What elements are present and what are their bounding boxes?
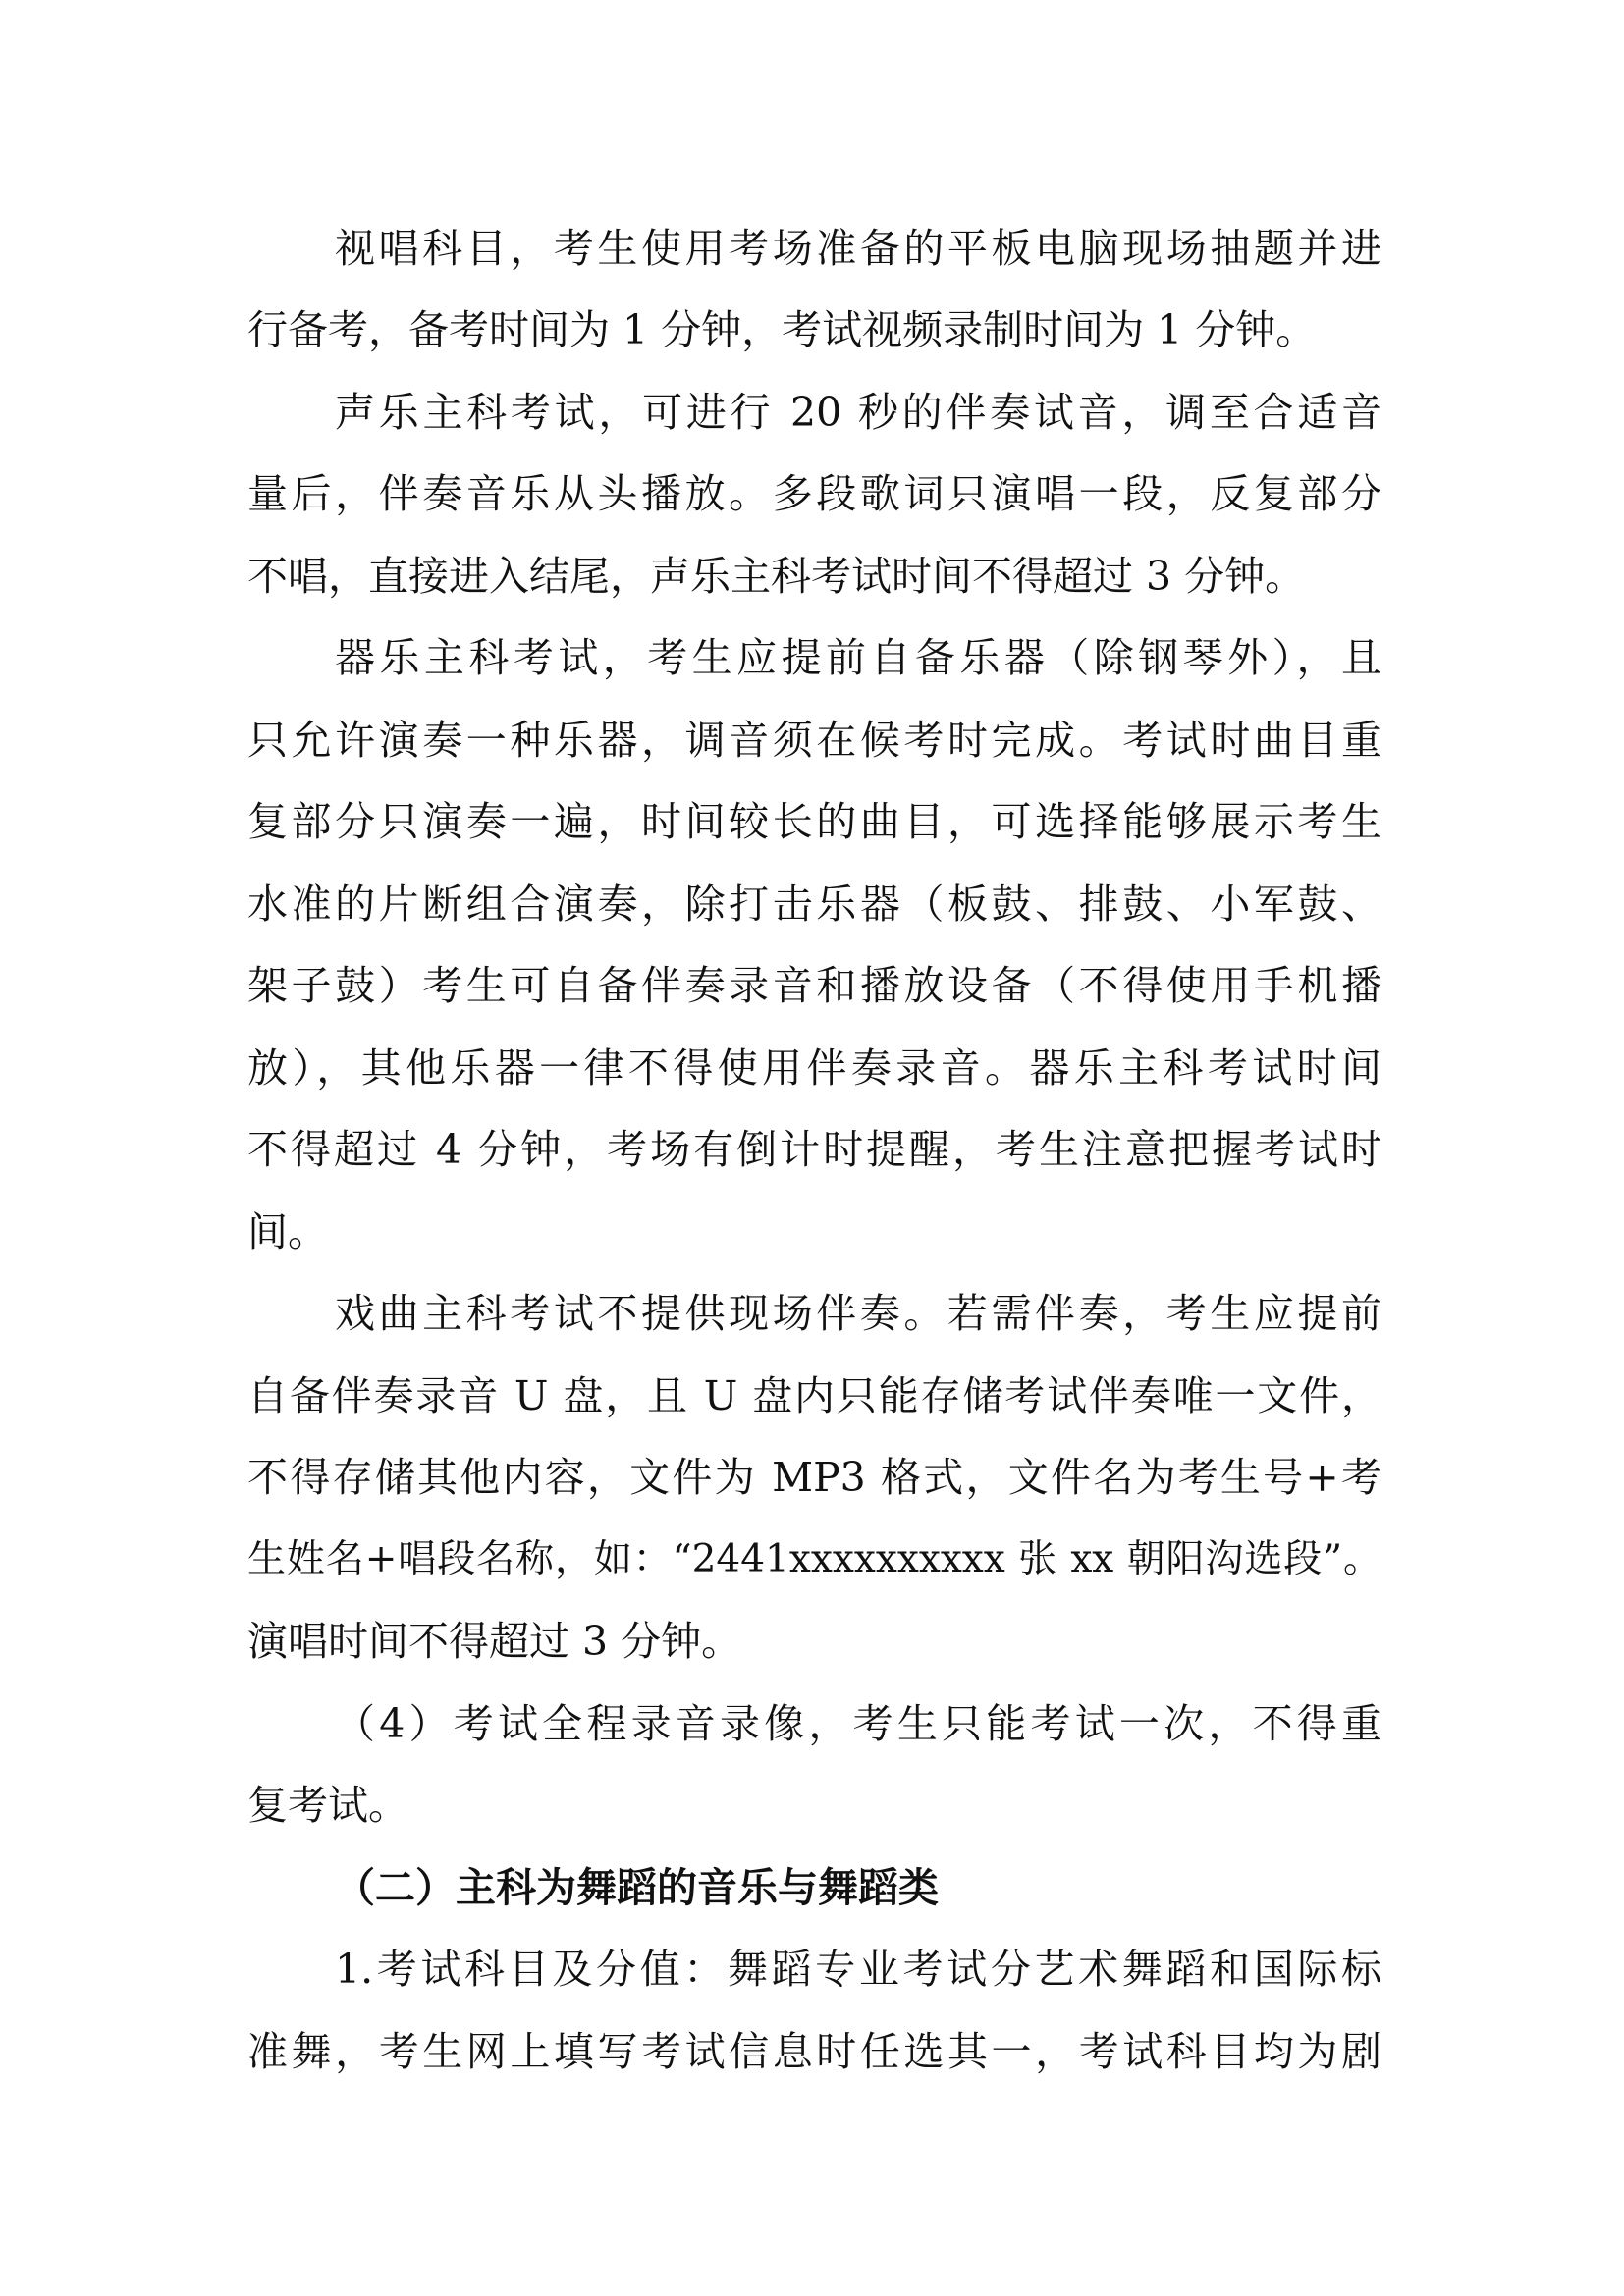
text-line bbox=[0, 1519, 1624, 1601]
text-line bbox=[0, 1191, 1624, 1273]
text-line bbox=[0, 1682, 1624, 1765]
text-line-content: 演唱时间不得超过 3 分钟。 bbox=[247, 1618, 742, 1665]
text-line-content: 器乐主科考试，考生应提前自备乐器（除钢琴外），且 bbox=[335, 634, 1381, 681]
text-line bbox=[0, 863, 1624, 945]
text-line-content: 视唱科目，考生使用考场准备的平板电脑现场抽题并进 bbox=[335, 225, 1381, 272]
text-line bbox=[0, 371, 1624, 454]
text-line bbox=[0, 453, 1624, 535]
text-line bbox=[0, 535, 1624, 617]
text-line bbox=[0, 207, 1624, 290]
text-line-content: 自备伴奏录音 U 盘，且 U 盘内只能存储考试伴奏唯一文件， bbox=[247, 1372, 1381, 1419]
text-line bbox=[0, 699, 1624, 781]
text-line bbox=[0, 1764, 1624, 1846]
section-heading bbox=[0, 1846, 1624, 1929]
text-line-content: 行备考，备考时间为 1 分钟，考试视频录制时间为 1 分钟。 bbox=[247, 306, 1317, 353]
text-line-content: 1.考试科目及分值：舞蹈专业考试分艺术舞蹈和国际标 bbox=[335, 1946, 1381, 1993]
text-line-content: 架子鼓）考生可自备伴奏录音和播放设备（不得使用手机播 bbox=[247, 962, 1381, 1009]
text-line-content: 量后，伴奏音乐从头播放。多段歌词只演唱一段，反复部分 bbox=[247, 470, 1381, 517]
text-line-content: 不得超过 4 分钟，考场有倒计时提醒，考生注意把握考试时 bbox=[247, 1126, 1381, 1173]
text-line bbox=[0, 1355, 1624, 1437]
text-line-content: 生姓名+唱段名称，如：“2441xxxxxxxxxx 张 xx 朝阳沟选段”。 bbox=[247, 1537, 1381, 1581]
text-line bbox=[0, 1436, 1624, 1519]
text-line bbox=[0, 1027, 1624, 1109]
text-line-content: 不唱，直接进入结尾，声乐主科考试时间不得超过 3 分钟。 bbox=[247, 553, 1306, 600]
text-line-content: 复考试。 bbox=[247, 1782, 408, 1829]
text-line-content: 不得存储其他内容，文件为 MP3 格式，文件名为考生号+考 bbox=[247, 1454, 1381, 1501]
text-line bbox=[0, 289, 1624, 371]
text-line bbox=[0, 1600, 1624, 1682]
text-line bbox=[0, 780, 1624, 863]
text-line-content: 声乐主科考试，可进行 20 秒的伴奏试音，调至合适音 bbox=[335, 389, 1381, 436]
text-line-content: 复部分只演奏一遍，时间较长的曲目，可选择能够展示考生 bbox=[247, 798, 1381, 845]
text-line-content: 准舞，考生网上填写考试信息时任选其一，考试科目均为剧 bbox=[247, 2028, 1381, 2075]
section-heading-text: （二）主科为舞蹈的音乐与舞蹈类 bbox=[335, 1864, 939, 1911]
text-line bbox=[0, 1108, 1624, 1191]
text-line-content: 间。 bbox=[247, 1208, 328, 1255]
text-line-content: （4）考试全程录音录像，考生只能考试一次，不得重 bbox=[335, 1700, 1381, 1747]
text-line bbox=[0, 944, 1624, 1027]
text-line-content: 只允许演奏一种乐器，调音须在候考时完成。考试时曲目重 bbox=[247, 717, 1381, 764]
text-line bbox=[0, 1272, 1624, 1355]
text-line bbox=[0, 1928, 1624, 2010]
text-line bbox=[0, 616, 1624, 699]
text-line-content: 放），其他乐器一律不得使用伴奏录音。器乐主科考试时间 bbox=[247, 1044, 1381, 1092]
text-line bbox=[0, 2010, 1624, 2093]
text-line-content: 水准的片断组合演奏，除打击乐器（板鼓、排鼓、小军鼓、 bbox=[247, 881, 1381, 928]
text-line-content: 戏曲主科考试不提供现场伴奏。若需伴奏，考生应提前 bbox=[335, 1290, 1381, 1337]
